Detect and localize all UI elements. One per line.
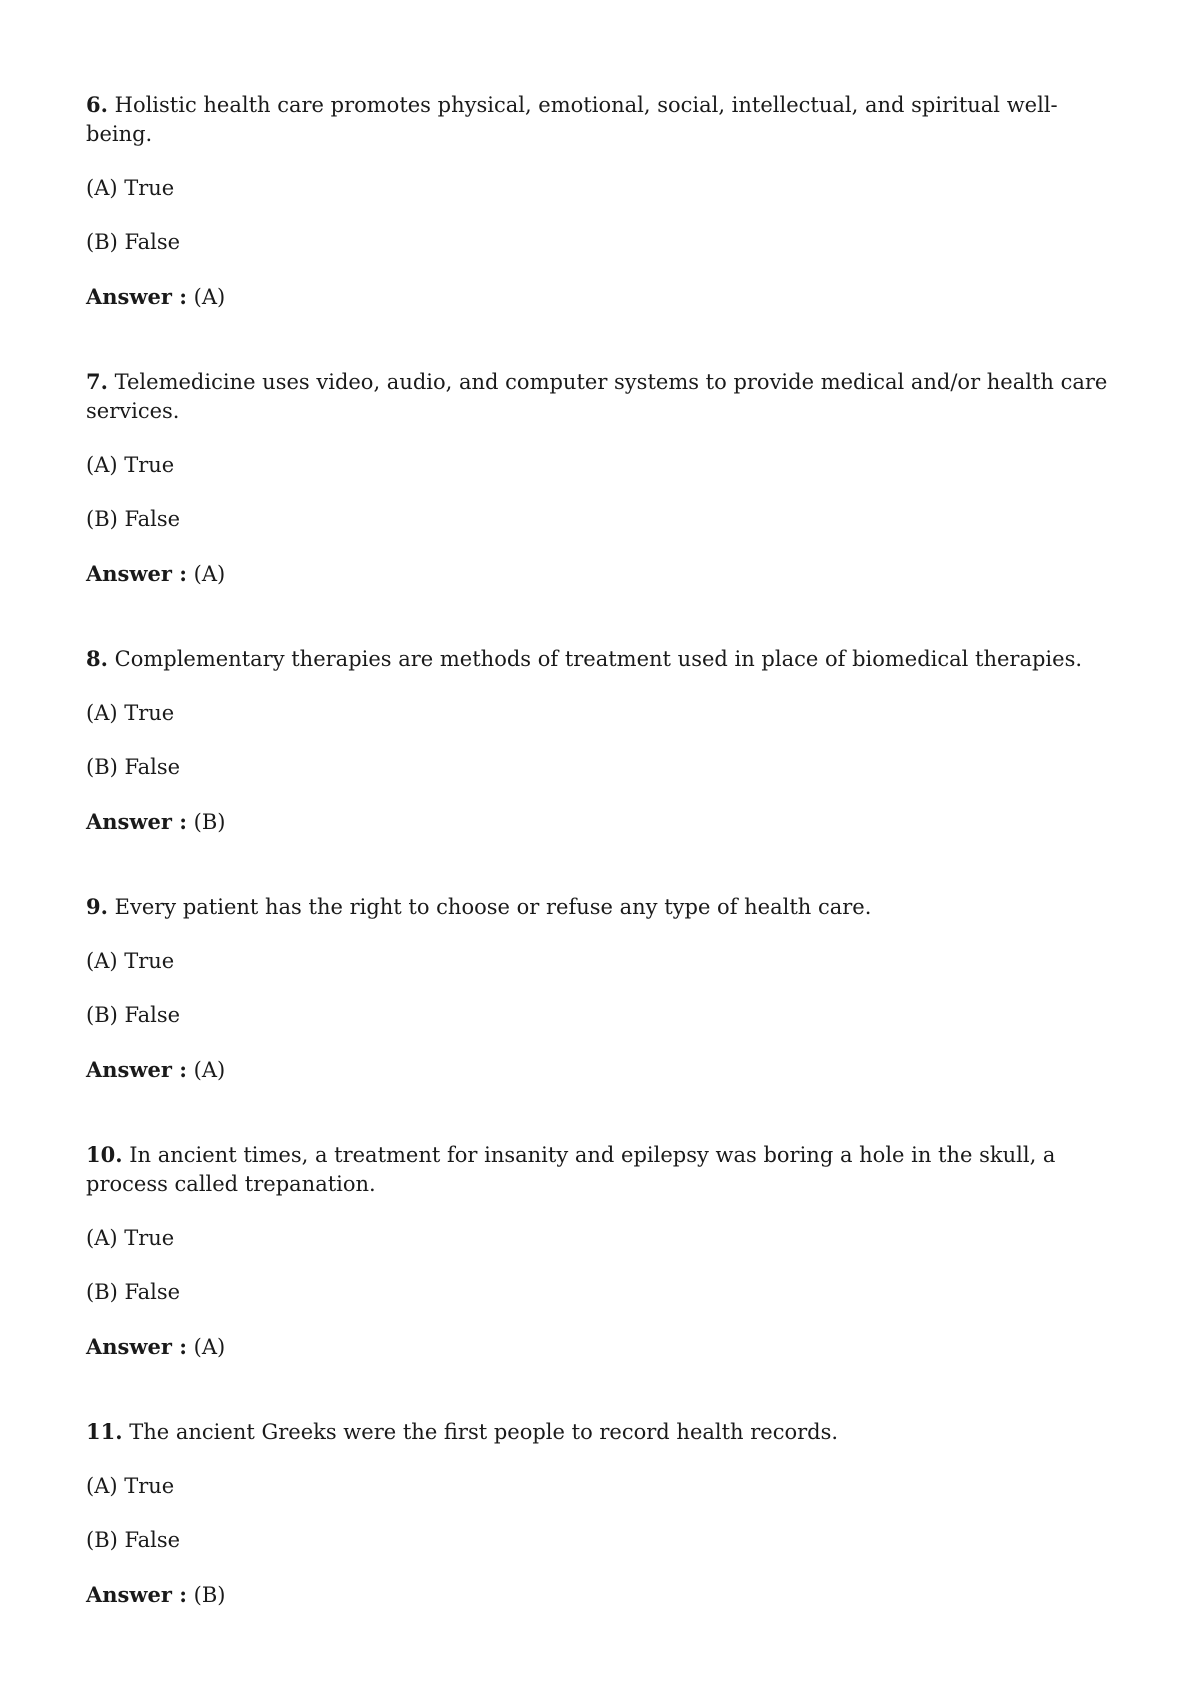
question-body: Telemedicine uses video, audio, and computer systems to provide medical and/or health care services. xyxy=(86,370,1108,423)
option-a: (A) True xyxy=(86,176,175,200)
option-a: (A) True xyxy=(86,1474,175,1498)
option-b: (B) False xyxy=(86,507,181,531)
answer-value: (A) xyxy=(193,1058,226,1082)
answer-label: Answer : xyxy=(86,1582,187,1607)
question-number: 9. xyxy=(86,894,108,919)
question-7 xyxy=(86,367,1116,589)
answer xyxy=(86,1332,1116,1362)
question-text xyxy=(86,892,1116,922)
answer-label: Answer : xyxy=(86,1334,187,1359)
answer-label: Answer : xyxy=(86,561,187,586)
question-text xyxy=(86,1140,1116,1199)
question-number: 11. xyxy=(86,1419,123,1444)
question-body: Every patient has the right to choose or refuse any type of health care. xyxy=(114,895,872,919)
question-body: The ancient Greeks were the first people to record health records. xyxy=(129,1420,839,1444)
question-number: 10. xyxy=(86,1142,123,1167)
answer xyxy=(86,807,1116,837)
option-a: (A) True xyxy=(86,1226,175,1250)
option-b: (B) False xyxy=(86,1528,181,1552)
document-page xyxy=(86,90,1116,1665)
answer-value: (A) xyxy=(193,562,226,586)
question-10 xyxy=(86,1140,1116,1362)
question-number: 8. xyxy=(86,646,108,671)
question-9 xyxy=(86,892,1116,1085)
option-b: (B) False xyxy=(86,755,181,779)
question-number: 6. xyxy=(86,92,108,117)
option-a: (A) True xyxy=(86,701,175,725)
answer xyxy=(86,559,1116,589)
question-text xyxy=(86,1417,1116,1447)
question-body: In ancient times, a treatment for insanity and epilepsy was boring a hole in the skull, a process called trepanation. xyxy=(86,1143,1056,1196)
answer xyxy=(86,282,1116,312)
answer-label: Answer : xyxy=(86,1057,187,1082)
answer-label: Answer : xyxy=(86,284,187,309)
question-6 xyxy=(86,90,1116,312)
answer-value: (B) xyxy=(193,810,226,834)
option-a: (A) True xyxy=(86,453,175,477)
question-8 xyxy=(86,644,1116,837)
question-text xyxy=(86,90,1116,149)
answer-value: (A) xyxy=(193,1335,226,1359)
question-body: Complementary therapies are methods of treatment used in place of biomedical therapies. xyxy=(114,647,1083,671)
option-b: (B) False xyxy=(86,1280,181,1304)
question-body: Holistic health care promotes physical, emotional, social, intellectual, and spiritual well-being. xyxy=(86,93,1058,146)
option-b: (B) False xyxy=(86,230,181,254)
answer-value: (B) xyxy=(193,1583,226,1607)
question-number: 7. xyxy=(86,369,108,394)
option-a: (A) True xyxy=(86,949,175,973)
question-text xyxy=(86,644,1116,674)
answer xyxy=(86,1580,1116,1610)
question-11 xyxy=(86,1417,1116,1610)
answer xyxy=(86,1055,1116,1085)
answer-value: (A) xyxy=(193,285,226,309)
answer-label: Answer : xyxy=(86,809,187,834)
question-text xyxy=(86,367,1116,426)
option-b: (B) False xyxy=(86,1003,181,1027)
